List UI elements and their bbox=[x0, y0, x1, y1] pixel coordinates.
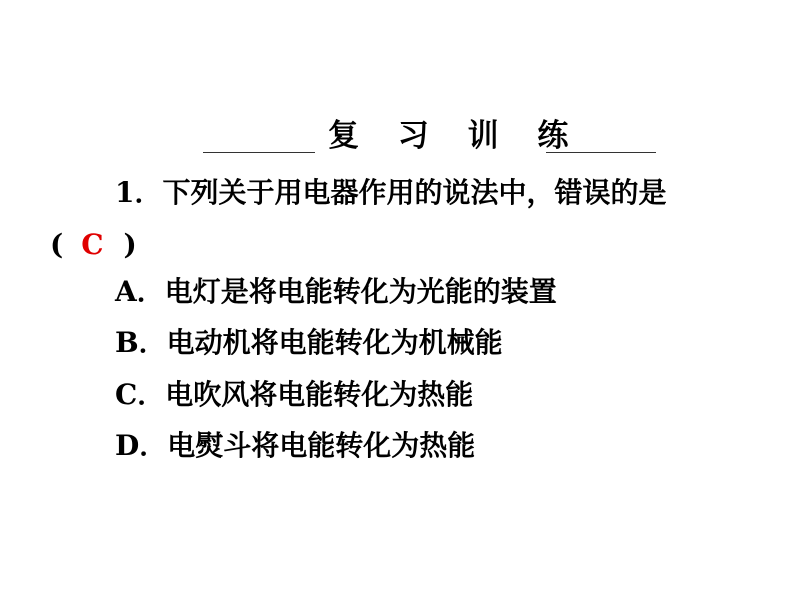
heading-rule-left bbox=[203, 152, 315, 153]
option-letter: A． bbox=[115, 275, 165, 308]
option-text: 电吹风将电能转化为热能 bbox=[165, 378, 474, 411]
section-heading bbox=[0, 112, 800, 162]
option-a bbox=[115, 274, 557, 310]
option-b bbox=[115, 325, 503, 361]
heading-rule-right bbox=[546, 152, 656, 153]
question-number: 1． bbox=[115, 176, 163, 209]
section-title: 复 习 训 练 bbox=[328, 118, 583, 154]
question-text: 下列关于用电器作用的说法中，错误的是 bbox=[162, 176, 667, 209]
answer-open-paren: ( bbox=[50, 228, 64, 261]
question-stem bbox=[115, 175, 667, 211]
option-text: 电动机将电能转化为机械能 bbox=[166, 326, 503, 359]
option-text: 电灯是将电能转化为光能的装置 bbox=[164, 275, 557, 308]
answer-close-paren: ) bbox=[123, 228, 137, 261]
answer-bracket bbox=[50, 227, 137, 263]
option-letter: C． bbox=[115, 378, 166, 411]
option-c bbox=[115, 377, 473, 413]
option-letter: B． bbox=[115, 326, 167, 359]
option-letter: D． bbox=[115, 429, 168, 462]
option-d bbox=[115, 428, 475, 464]
option-text: 电熨斗将电能转化为热能 bbox=[167, 429, 476, 462]
answer-letter: C bbox=[81, 228, 104, 261]
